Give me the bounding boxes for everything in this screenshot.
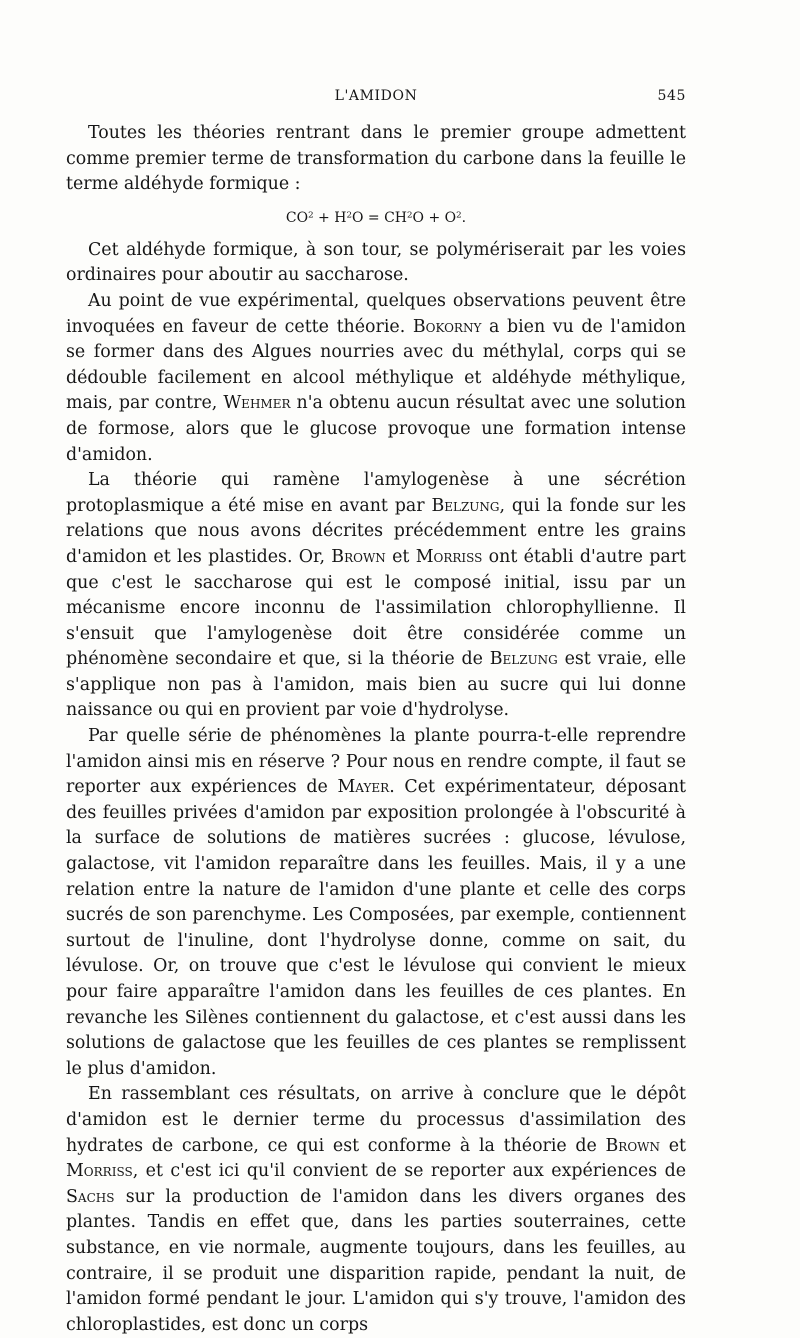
p5-text-b: . Cet expérimentateur, déposant des feuilles privées d'amidon par exposition prolongée à l'obscurité à la surface de solutions de matières sucrées : glucose, lévulose, galactose, vit l'amidon reparaître dans les feuilles. Mais, il y a une relation entre la nature de l'amidon d'une plante et celle des corps sucrés de son parenchyme. Les Composées, par exemple, contiennent surtout de l'inuline, dont l'hydrolyse donne, comme on sait, du lévulose. Or, on trouve que c'est le lévulose qui convient le mieux pour faire apparaître l'amidon dans les feuilles de ces plantes. En revanche les Silènes contiennent du galactose, et c'est aussi dans les solutions de galactose que les feuilles de ces plantes se remplissent le plus d'amidon. — [66, 777, 687, 1079]
p5-text-a: Par quelle série de phénomènes la plante pourra-t-elle reprendre l'amidon ainsi mis en réserve ? Pour nous en rendre compte, il faut se reporter aux expériences de — [66, 726, 686, 798]
author-name: Morriss — [415, 546, 483, 567]
author-name: Belzung — [431, 495, 500, 516]
p6-text-a: En rassemblant ces résultats, on arrive à conclure que le dépôt d'amidon est le dernier terme du processus d'assimilation des hydrates de carbone, ce qui est conforme à la théorie de — [66, 1084, 686, 1156]
p4-text-b: , qui la fonde sur les relations que nous avons décrites précédemment entre les grains d'amidon et les plastides. Or, — [66, 495, 686, 567]
paragraph-2: Cet aldéhyde formique, à son tour, se polymériserait par les voies ordinaires pour aboutir au saccharose. — [66, 239, 686, 286]
author-name: Belzung — [489, 649, 558, 670]
paragraph-6 — [66, 1082, 686, 1338]
author-name: Bokorny — [412, 316, 482, 337]
p3-text-a: Au point de vue expérimental, quelques observations peuvent être invoquées en faveur de cette théorie. — [66, 290, 686, 337]
running-header — [66, 88, 686, 112]
p4-text-a: La théorie qui ramène l'amylogenèse à une sécrétion protoplasmique a été mise en avant par — [66, 470, 686, 516]
paragraph-1: Toutes les théories rentrant dans le premier groupe admettent comme premier terme de transformation du carbone dans la feuille le terme aldéhyde formique : — [66, 123, 686, 195]
paragraph-5 — [66, 724, 686, 1082]
p3-text-b: a bien vu de l'amidon se former dans des Algues nourries avec du méthylal, corps qui se dédouble facilement en alcool méthylique et aldéhyde méthylique, mais, par contre, — [66, 316, 686, 414]
running-title: L'AMIDON — [334, 88, 418, 104]
p4-text-e: est vraie, elle s'applique non pas à l'amidon, mais bien au sucre qui lui donne naissance ou qui en provient par voie d'hydrolyse. — [66, 649, 686, 721]
author-name: Brown — [331, 546, 386, 567]
author-name: Morriss — [66, 1161, 133, 1182]
eq-ch-subscript: 2 — [407, 210, 413, 221]
p4-text-d: ont établi d'autre part que c'est le saccharose qui est le composé initial, issu par un mécanisme encore inconnu de l'assimilation chlorophyllienne. Il s'ensuit que l'amylogenèse doit être considérée comme un phénomène secondaire et que, si la théorie de — [66, 546, 687, 670]
eq-o-plus-o: O + O — [412, 209, 457, 226]
eq-co: CO — [285, 209, 309, 226]
p6-text-b: et — [660, 1135, 687, 1156]
eq-co-subscript: 2 — [308, 210, 314, 221]
p6-text-d: sur la production de l'amidon dans les divers organes des plantes. Tandis en effet que, dans les parties souterraines, cette substance, en vie normale, augmente toujours, dans les feuilles, au contraire, il se produit une disparition rapide, pendant la nuit, de l'amidon formé pendant le jour. L'amidon qui s'y trouve, l'amidon des chloroplastides, est donc un corps — [66, 1186, 686, 1335]
eq-o-equals-ch: O = CH — [351, 209, 408, 226]
paragraph-3 — [66, 289, 686, 468]
p6-text-c: , et c'est ici qu'il convient de se reporter aux expériences de — [132, 1161, 686, 1182]
p4-text-c: et — [385, 546, 416, 567]
eq-o-subscript: 2 — [456, 210, 462, 221]
body-text — [66, 121, 686, 1338]
eq-plus-h: + H — [313, 209, 347, 226]
paragraph-4 — [66, 468, 686, 724]
chemical-equation — [66, 207, 686, 229]
author-name: Mayer — [337, 777, 390, 798]
eq-end: . — [461, 209, 467, 226]
page-number: 545 — [657, 88, 686, 104]
author-name: Wehmer — [223, 393, 291, 414]
p3-text-c: n'a obtenu aucun résultat avec une solution de formose, alors que le glucose provoque une formation intense d'amidon. — [66, 393, 686, 465]
author-name: Brown — [605, 1135, 661, 1156]
eq-h-subscript: 2 — [346, 210, 352, 221]
author-name: Sachs — [66, 1186, 115, 1207]
